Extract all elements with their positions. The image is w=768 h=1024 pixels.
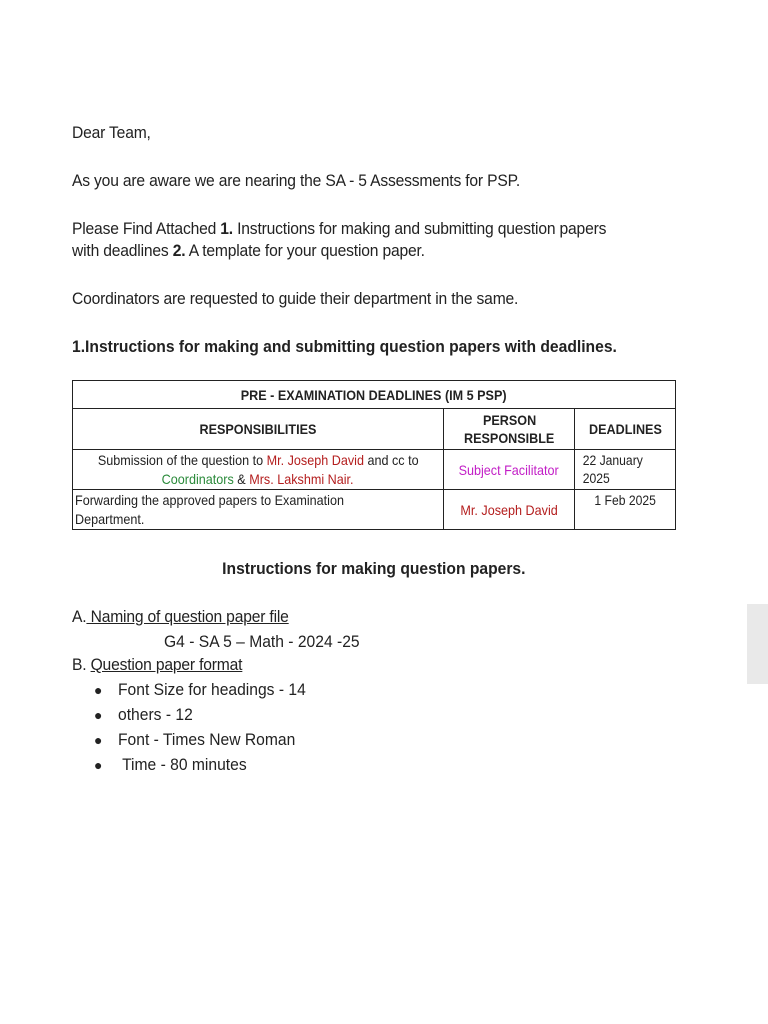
person-cell: Subject Facilitator (444, 450, 575, 490)
greeting: Dear Team, (72, 123, 151, 142)
list-item: ● Time - 80 minutes (94, 752, 322, 777)
responsibility-cell: Submission of the question to Mr. Joseph David and cc to Coordinators & Mrs. Lakshmi Nair. (73, 450, 444, 490)
file-name-example: G4 - SA 5 – Math - 2024 -25 (164, 632, 360, 651)
deadline-cell: 22 January 2025 (575, 450, 676, 490)
format-section-label: B. Question paper format (72, 655, 243, 674)
section-heading: 1.Instructions for making and submitting question papers with deadlines. (72, 337, 617, 356)
bullet-icon: ● (94, 682, 103, 698)
header-person-responsible: PERSON RESPONSIBLE (444, 409, 575, 450)
responsibility-cell: Forwarding the approved papers to Examination Department. (73, 490, 444, 530)
table-title-row (73, 381, 676, 409)
table-title: PRE - EXAMINATION DEADLINES (IM 5 PSP) (73, 381, 676, 409)
side-scroll-tab[interactable] (747, 604, 768, 684)
table-row (73, 450, 676, 490)
table-row (73, 490, 676, 530)
list-item: ● others - 12 (94, 702, 322, 727)
person-cell: Mr. Joseph David (444, 490, 575, 530)
list-item: ● Font Size for headings - 14 (94, 677, 322, 702)
intro-paragraph: As you are aware we are nearing the SA - 5 Assessments for PSP. (72, 171, 521, 190)
table-header-row (73, 409, 676, 450)
bullet-icon: ● (94, 757, 103, 773)
header-deadlines: DEADLINES (575, 409, 676, 450)
deadline-cell: 1 Feb 2025 (575, 490, 676, 530)
naming-section-label: A. Naming of question paper file (72, 607, 289, 626)
bullet-icon: ● (94, 732, 103, 748)
deadlines-table (72, 380, 676, 530)
list-item: ● Font - Times New Roman (94, 727, 322, 752)
instructions-title: Instructions for making question papers. (222, 559, 526, 578)
coordinators-paragraph: Coordinators are requested to guide their department in the same. (72, 289, 519, 308)
header-responsibilities: RESPONSIBILITIES (73, 409, 444, 450)
format-list (94, 677, 322, 777)
bullet-icon: ● (94, 707, 103, 723)
attachments-paragraph: Please Find Attached 1. Instructions for making and submitting question papers with deadlines 2. A template for your question paper. (72, 219, 607, 260)
